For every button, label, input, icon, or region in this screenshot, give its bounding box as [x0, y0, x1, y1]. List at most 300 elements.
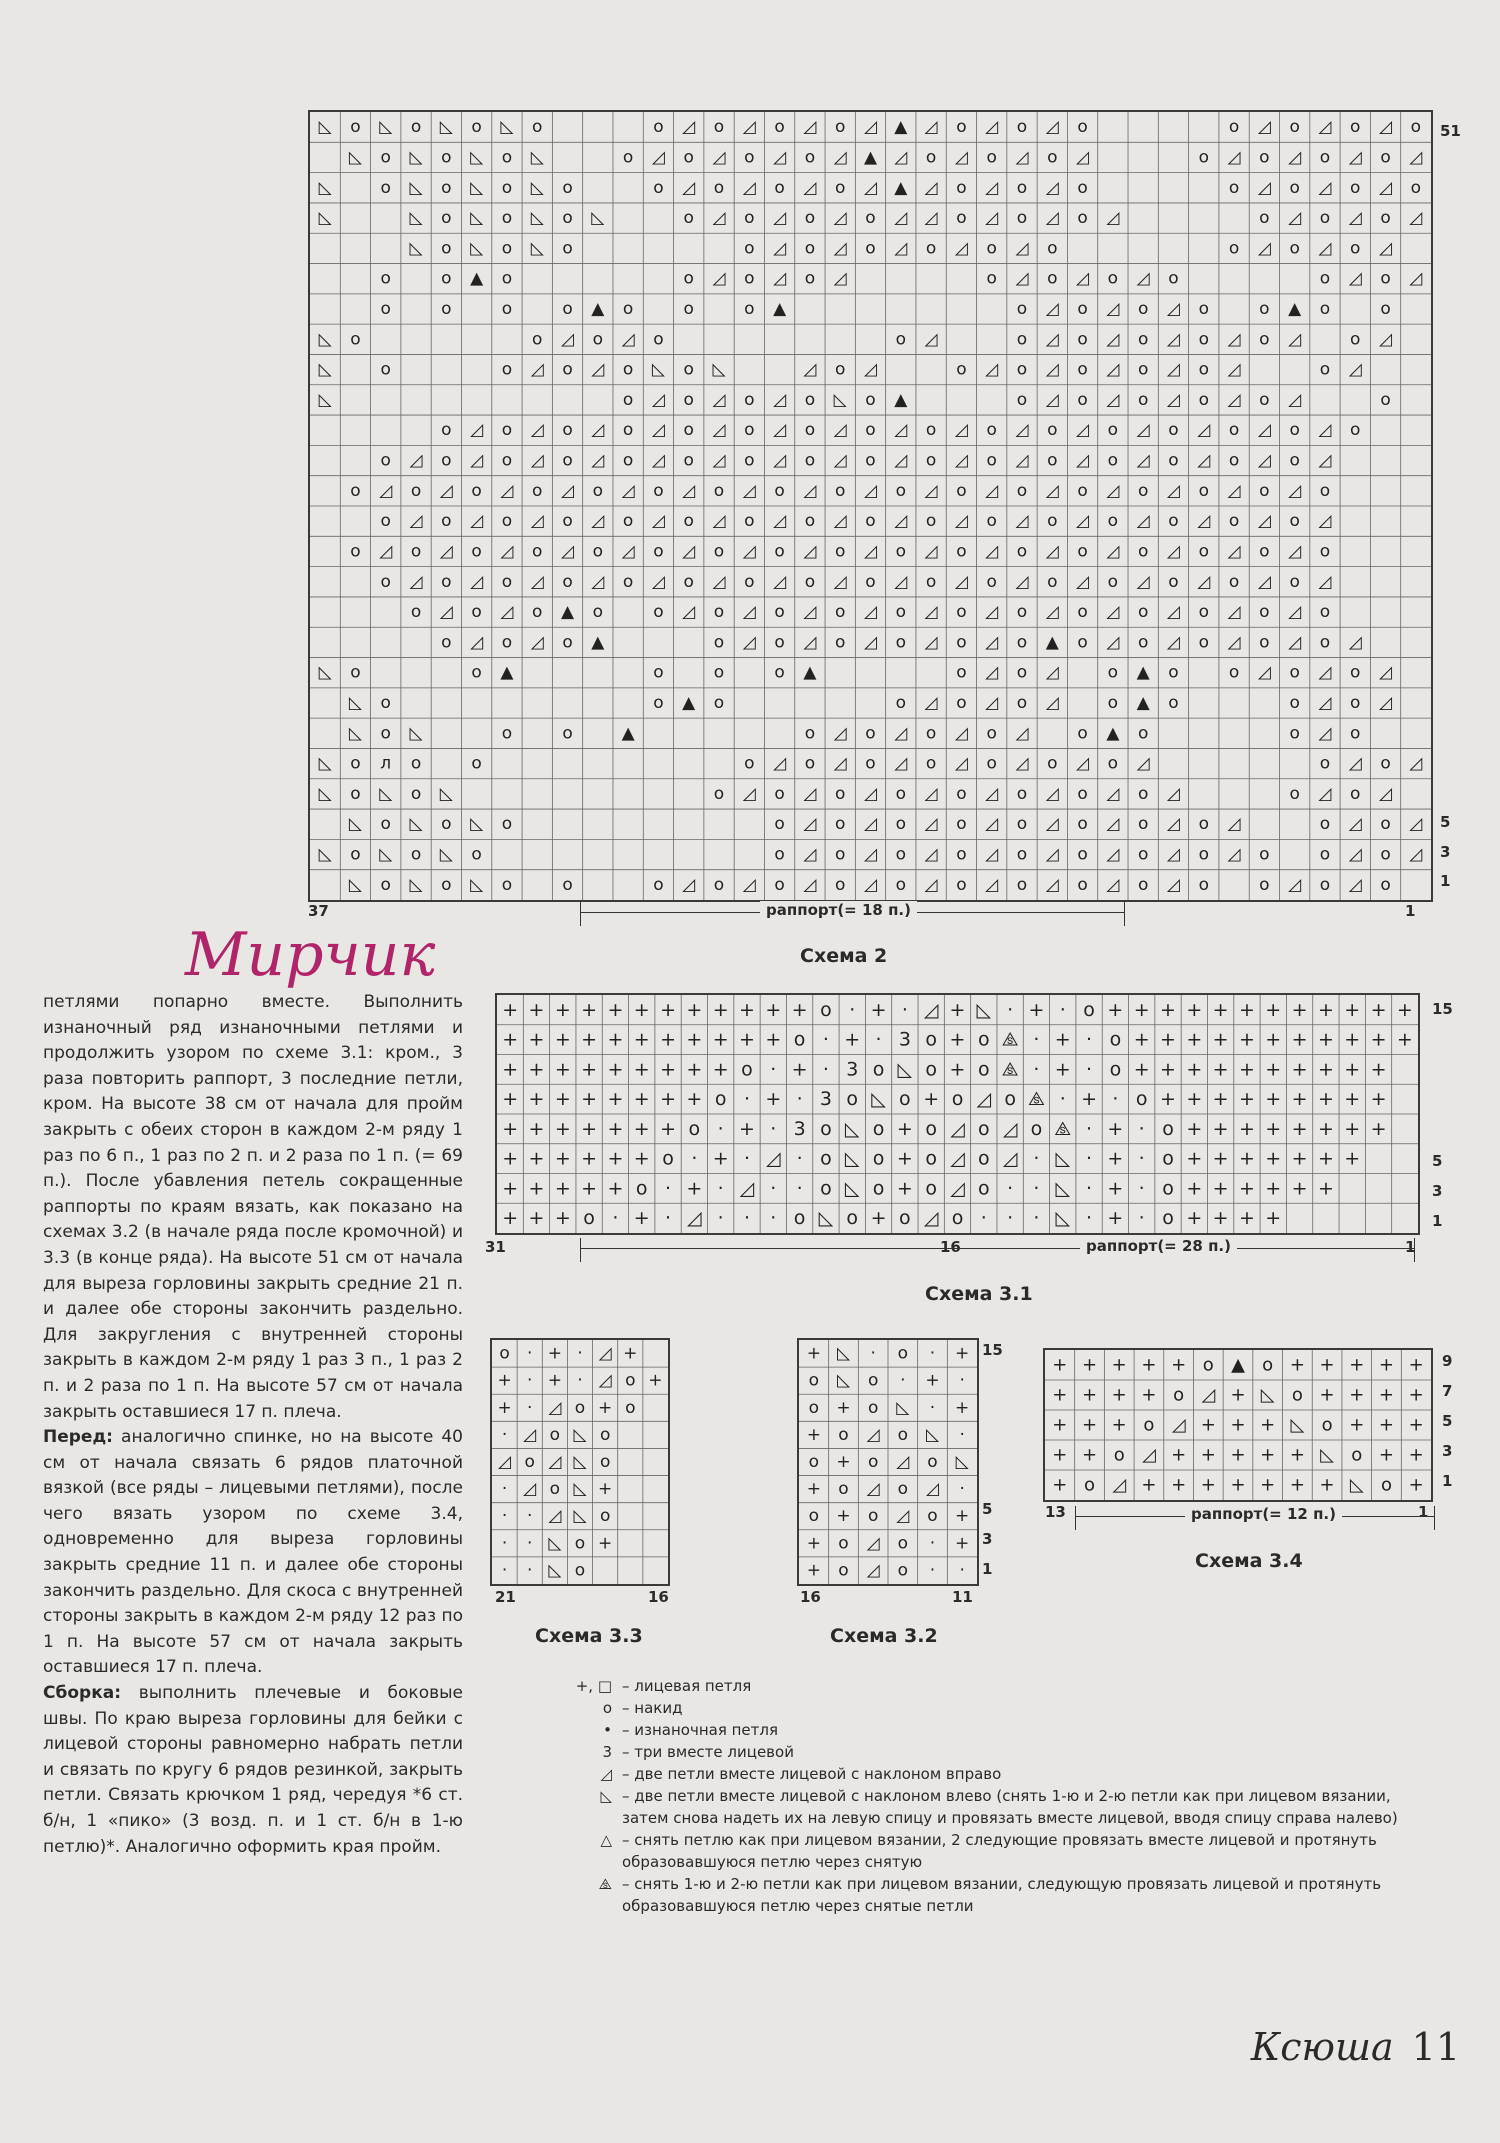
scheme31-symbol: ◿	[923, 998, 939, 1021]
scheme2-symbol: о	[986, 511, 997, 532]
scheme31-symbol: о	[793, 1207, 806, 1230]
scheme31-symbol: ·	[796, 1088, 803, 1111]
scheme2-symbol: ◿	[924, 177, 938, 198]
scheme2-symbol: ◿	[470, 511, 484, 532]
instructions-text	[43, 990, 463, 1860]
scheme2-symbol: о	[1137, 541, 1149, 562]
scheme2-symbol: о	[350, 117, 361, 138]
scheme2-symbol: ◿	[985, 632, 999, 653]
scheme2-symbol: о	[471, 480, 482, 501]
scheme31-symbol: +	[1370, 1058, 1387, 1081]
scheme2-symbol: о	[1198, 299, 1209, 319]
scheme2-symbol: о	[1047, 238, 1058, 259]
scheme31-symbol: о	[714, 1088, 727, 1111]
scheme34-symbol: о	[1380, 1474, 1392, 1496]
scheme2-symbol: о	[1319, 480, 1331, 501]
scheme2-symbol: о	[1137, 389, 1149, 410]
scheme2-symbol: ◺	[379, 783, 393, 804]
front-text: аналогично спинке, но на высоте 40 см от начала связать 6 рядов платочной вязкой (все ряды – лицевыми петлями), после чего вязать узором по схеме 3.4, одновременно для выреза горловины закрыть средние 11 п. и далее обе стороны закончить раздельно. Для скоса с внутренней стороны закрыть в каждом 2-м ряду 12 раз по 1 п. На высоте 57 см от начала закрыть оставшиеся 17 п. плеча.	[43, 1427, 463, 1678]
scheme2-symbol: о	[834, 632, 846, 653]
scheme33-symbol: +	[547, 1370, 562, 1391]
scheme2-symbol: о	[804, 268, 816, 289]
scheme2-symbol: о	[804, 208, 816, 229]
scheme31-symbol: +	[502, 1177, 519, 1200]
scheme34-col-right: 1	[1418, 1503, 1429, 1521]
scheme2-symbol: ◿	[470, 571, 484, 592]
scheme2-symbol: о	[501, 420, 513, 441]
scheme33-symbol: о	[625, 1397, 636, 1418]
scheme2-symbol: о	[532, 602, 543, 623]
scheme31-symbol: о	[925, 1117, 937, 1140]
scheme2-symbol: ◿	[1348, 147, 1362, 168]
legend-symbol: △	[600, 1831, 612, 1849]
scheme31-symbol: ·	[717, 1207, 724, 1230]
scheme33-svg	[492, 1340, 668, 1584]
scheme33-symbol: ◺	[548, 1560, 562, 1581]
scheme2-symbol: о	[410, 541, 422, 562]
scheme33-symbol: +	[623, 1343, 638, 1364]
scheme31-symbol: +	[765, 998, 782, 1021]
scheme2-symbol: ◿	[1136, 450, 1150, 471]
scheme2-symbol: ◺	[439, 844, 453, 865]
scheme2-symbol: ◿	[621, 329, 635, 350]
scheme31-symbol: +	[633, 998, 650, 1021]
scheme31-symbol: о	[820, 1117, 832, 1140]
scheme32-symbol: ·	[929, 1343, 936, 1364]
scheme31-symbol: ·	[1138, 1147, 1145, 1170]
scheme31-symbol: +	[923, 1088, 940, 1111]
scheme2-symbol: ◿	[1076, 450, 1090, 471]
scheme34-symbol: +	[1230, 1474, 1246, 1496]
scheme31-symbol: ◺	[818, 1207, 834, 1230]
scheme2-symbol: о	[1016, 208, 1028, 229]
scheme32-symbol: о	[927, 1506, 938, 1527]
scheme2-symbol: ◿	[1379, 117, 1393, 138]
scheme33-symbol: ◿	[548, 1506, 562, 1527]
scheme2-symbol: о	[956, 632, 967, 653]
scheme2-symbol: ▲	[591, 632, 605, 653]
scheme31-symbol: ·	[1033, 1207, 1040, 1230]
scheme31-symbol: ◺	[871, 1088, 886, 1111]
scheme33-symbol: ◿	[548, 1397, 562, 1418]
scheme31-symbol: +	[1396, 1028, 1413, 1051]
scheme2-symbol: ◿	[1318, 571, 1332, 592]
scheme2-symbol: о	[1198, 480, 1209, 501]
scheme2-symbol: о	[380, 268, 391, 289]
scheme31-symbol: ·	[980, 1207, 987, 1230]
scheme32-symbol: ◺	[955, 1452, 969, 1472]
scheme2-symbol: о	[592, 541, 604, 562]
scheme2-symbol: о	[986, 450, 997, 471]
scheme2-symbol: о	[986, 723, 997, 744]
scheme33-symbol: ·	[527, 1533, 533, 1554]
scheme31-symbol: +	[1238, 1088, 1255, 1111]
scheme31-symbol: ·	[743, 1088, 751, 1111]
scheme2-symbol: о	[956, 117, 967, 138]
scheme31-symbol: ·	[717, 1117, 724, 1140]
scheme2-symbol: о	[441, 268, 452, 289]
scheme2-symbol: ◿	[1045, 844, 1059, 865]
scheme34-symbol: о	[1351, 1444, 1363, 1466]
scheme2-symbol: о	[1380, 814, 1391, 835]
scheme2-symbol: ◿	[470, 450, 484, 471]
scheme2-symbol: о	[380, 874, 391, 895]
scheme31-symbol: +	[791, 1058, 808, 1081]
scheme31-symbol: ·	[1086, 1207, 1093, 1230]
scheme31-symbol: ◺	[844, 1177, 860, 1200]
scheme31-symbol: +	[1344, 1058, 1361, 1081]
legend-symbol: о	[602, 1699, 612, 1717]
scheme31-symbol: о	[820, 1147, 832, 1170]
scheme2-symbol: о	[1137, 844, 1149, 865]
scheme2-symbol: о	[804, 450, 816, 471]
scheme31-symbol: ·	[770, 1177, 777, 1200]
scheme2-symbol: ◿	[1288, 541, 1302, 562]
scheme31-symbol: +	[607, 1088, 624, 1111]
scheme2-symbol: о	[1259, 602, 1270, 623]
scheme32-symbol: ◿	[866, 1479, 880, 1500]
scheme2-symbol: о	[1016, 177, 1028, 198]
scheme2-symbol: о	[774, 177, 785, 198]
scheme31-symbol: +	[686, 1177, 703, 1200]
scheme2-symbol: ◿	[1136, 571, 1150, 592]
scheme34-repeat-label: раппорт(= 12 п.)	[1185, 1505, 1342, 1523]
scheme31-symbol: ◺	[897, 1058, 913, 1081]
scheme2-symbol: о	[774, 632, 785, 653]
scheme2-symbol: ◿	[954, 511, 968, 532]
scheme2-symbol: ◿	[742, 874, 756, 895]
scheme2-symbol: о	[1289, 177, 1300, 198]
scheme2-symbol: ◿	[1015, 147, 1029, 168]
scheme2-grid	[308, 110, 1433, 902]
scheme31-symbol: +	[1317, 1147, 1334, 1170]
scheme32-symbol: о	[867, 1452, 879, 1472]
scheme31-symbol: о	[925, 1147, 937, 1170]
scheme2-symbol: о	[622, 389, 634, 410]
scheme2-symbol: ◿	[1318, 177, 1332, 198]
scheme2-symbol: о	[1198, 632, 1209, 653]
scheme34-symbol: +	[1319, 1354, 1335, 1376]
scheme2-symbol: ◿	[833, 268, 847, 289]
scheme34-symbol: +	[1230, 1414, 1246, 1436]
scheme2-symbol: о	[653, 874, 664, 895]
scheme2-symbol: о	[622, 420, 634, 441]
scheme31-symbol: ·	[1033, 1028, 1040, 1051]
scheme2-symbol: ◺	[833, 389, 847, 410]
scheme31-symbol: ◿	[976, 1088, 992, 1111]
legend-text: – снять 1-ю и 2-ю петли как при лицевом вязании, следующую провязать лицевой и протянуть образовавшуюся петлю через снятые петли	[622, 1875, 1382, 1915]
scheme2-symbol: ◿	[1318, 238, 1332, 259]
scheme31-symbol: ⧌	[1027, 1088, 1045, 1111]
scheme2-symbol: о	[501, 238, 513, 259]
scheme2-symbol: о	[713, 874, 725, 895]
scheme2-symbol: о	[471, 662, 482, 683]
scheme2-symbol: ◿	[985, 480, 999, 501]
scheme2-symbol: ◿	[409, 511, 423, 532]
scheme2-symbol: ◿	[1379, 177, 1393, 198]
scheme2-symbol: о	[1410, 177, 1422, 198]
scheme31-symbol: ◿	[765, 1147, 781, 1170]
scheme2-symbol: ◿	[1166, 359, 1181, 380]
scheme34-symbol: +	[1319, 1474, 1335, 1496]
legend-text: – изнаночная петля	[622, 1721, 779, 1739]
scheme2-symbol: ◿	[682, 874, 696, 895]
scheme2-symbol: о	[804, 147, 816, 168]
scheme2-symbol: ◿	[863, 177, 878, 198]
scheme32-symbol: ·	[870, 1343, 876, 1364]
scheme2-repeat-label: раппорт(= 18 п.)	[760, 901, 917, 919]
scheme32-symbol: ◿	[896, 1506, 910, 1527]
scheme2-symbol: о	[350, 783, 361, 804]
scheme34-symbol: +	[1260, 1414, 1276, 1436]
legend-row	[540, 1697, 1440, 1719]
scheme2-symbol: о	[713, 117, 725, 138]
scheme2-symbol: о	[1228, 662, 1240, 683]
scheme32-symbol: о	[838, 1560, 849, 1581]
scheme2-symbol: ◿	[470, 420, 484, 441]
scheme32-symbol: +	[806, 1479, 821, 1500]
scheme2-symbol: о	[956, 662, 967, 683]
scheme2-symbol: о	[713, 541, 725, 562]
scheme2-symbol: ◿	[1318, 662, 1332, 683]
scheme34-symbol: +	[1289, 1444, 1305, 1466]
scheme34-symbol: +	[1111, 1384, 1127, 1406]
scheme34-symbol: +	[1200, 1474, 1216, 1496]
scheme2-symbol: о	[834, 359, 846, 380]
scheme33-symbol: ◿	[598, 1370, 612, 1391]
scheme34-symbol: ◺	[1290, 1414, 1305, 1436]
scheme2-symbol: ◺	[318, 117, 332, 138]
scheme2-symbol: о	[865, 208, 876, 229]
scheme2-symbol: о	[410, 602, 422, 623]
scheme31-symbol: +	[554, 1147, 571, 1170]
scheme2-symbol: о	[532, 329, 543, 350]
scheme31-symbol: +	[1370, 1088, 1387, 1111]
scheme2-symbol: о	[501, 208, 513, 229]
scheme2-symbol: о	[441, 814, 452, 835]
scheme2-symbol: о	[653, 541, 664, 562]
scheme31-symbol: +	[1317, 1177, 1334, 1200]
scheme31-symbol: +	[528, 1058, 545, 1081]
scheme31-symbol: +	[554, 1088, 571, 1111]
scheme34-symbol: +	[1141, 1354, 1157, 1376]
scheme2-symbol: ◿	[773, 450, 787, 471]
scheme2-symbol: о	[1077, 541, 1088, 562]
scheme31-symbol: +	[1265, 1058, 1282, 1081]
scheme2-symbol: ◿	[1227, 602, 1241, 623]
scheme2-symbol: ◿	[651, 147, 665, 168]
scheme2-symbol: ◿	[985, 844, 999, 865]
scheme31-symbol: ·	[1086, 1177, 1093, 1200]
scheme31-symbol: +	[1291, 998, 1308, 1021]
scheme2-symbol: ◿	[1106, 632, 1120, 653]
scheme2-symbol: ◿	[894, 208, 908, 229]
scheme2-symbol: о	[562, 874, 573, 895]
scheme2-symbol: ◿	[591, 359, 605, 380]
scheme31-symbol: +	[1212, 1207, 1229, 1230]
scheme2-symbol: ◿	[379, 541, 393, 562]
scheme2-symbol: о	[1228, 511, 1240, 532]
scheme31-symbol: ·	[822, 1058, 829, 1081]
scheme31-symbol: +	[660, 1058, 677, 1081]
scheme31-symbol: +	[1186, 1117, 1203, 1140]
scheme32-symbol: о	[867, 1397, 879, 1418]
scheme31-symbol: +	[581, 1088, 598, 1111]
scheme2-symbol: ◿	[985, 117, 999, 138]
scheme31-symbol: ·	[796, 1177, 803, 1200]
scheme2-symbol: о	[1107, 753, 1119, 774]
scheme31-symbol: о	[899, 1207, 911, 1230]
scheme2-symbol: ◿	[651, 571, 665, 592]
scheme2-symbol: о	[1016, 632, 1028, 653]
scheme2-symbol: о	[1350, 420, 1361, 441]
scheme2-symbol: о	[1228, 450, 1240, 471]
scheme2-symbol: о	[1350, 238, 1361, 259]
scheme2-symbol: о	[1319, 602, 1331, 623]
scheme31-symbol: о	[583, 1207, 595, 1230]
scheme2-symbol: о	[1289, 450, 1300, 471]
scheme32-symbol: +	[955, 1506, 970, 1527]
scheme2-symbol: о	[653, 662, 664, 683]
scheme2-symbol: о	[1016, 844, 1028, 865]
scheme31-symbol: +	[660, 1028, 677, 1051]
scheme34-symbol: +	[1408, 1474, 1424, 1496]
scheme2-symbol: о	[1077, 602, 1088, 623]
scheme31-symbol: +	[1265, 1088, 1282, 1111]
scheme2-symbol: ◺	[712, 359, 726, 380]
scheme31-row-3: 3	[1432, 1182, 1443, 1200]
scheme2-symbol: о	[956, 844, 967, 865]
scheme31-symbol: +	[1028, 998, 1045, 1021]
scheme2-symbol: о	[986, 268, 997, 289]
scheme32-symbol: ◺	[836, 1370, 851, 1391]
scheme2-symbol: ◿	[560, 541, 575, 562]
scheme2-symbol: о	[441, 147, 452, 168]
scheme2-symbol: ◿	[1379, 238, 1393, 259]
scheme2-symbol: ◿	[1318, 723, 1332, 744]
legend-text: – снять петлю как при лицевом вязании, 2 следующие провязать вместе лицевой и протянуть образовавшуюся петлю через снятую	[622, 1831, 1377, 1871]
scheme2-symbol: ◿	[863, 632, 878, 653]
scheme31-symbol: +	[1317, 1088, 1334, 1111]
scheme31-symbol: ·	[1086, 1117, 1093, 1140]
scheme33-symbol: ◺	[573, 1506, 587, 1527]
legend-row	[540, 1829, 1440, 1873]
scheme31-symbol: +	[660, 1088, 677, 1111]
scheme2-symbol: о	[1107, 268, 1119, 289]
scheme2-symbol: ◺	[470, 814, 484, 835]
scheme2-symbol: о	[1289, 662, 1300, 683]
scheme34-symbol: +	[1081, 1444, 1098, 1466]
scheme34-repeat-bar	[1075, 1506, 1435, 1530]
scheme2-symbol: ◿	[712, 571, 726, 592]
scheme34-symbol: +	[1289, 1474, 1305, 1496]
scheme2-symbol: о	[471, 117, 482, 138]
scheme2-symbol: о	[1016, 329, 1028, 350]
scheme2-symbol: о	[1319, 814, 1331, 835]
scheme2-svg	[310, 112, 1431, 900]
scheme2-symbol: о	[895, 541, 907, 562]
scheme2-symbol: о	[562, 238, 573, 259]
scheme2-symbol: ◿	[1288, 389, 1302, 410]
scheme2-symbol: ◿	[1379, 693, 1393, 713]
scheme31-symbol: о	[1030, 1117, 1043, 1140]
scheme2-symbol: ◿	[1348, 753, 1362, 774]
scheme2-symbol: ◺	[591, 208, 605, 229]
scheme2-symbol: о	[1319, 753, 1331, 774]
scheme2-symbol: ◿	[985, 783, 999, 804]
scheme32-symbol: ·	[929, 1560, 936, 1581]
scheme31-symbol: +	[1186, 1058, 1203, 1081]
scheme31-symbol: +	[1317, 1058, 1334, 1081]
scheme31-symbol: +	[581, 998, 598, 1021]
scheme33-symbol: ·	[501, 1479, 508, 1500]
scheme2-symbol: о	[774, 602, 785, 623]
scheme2-symbol: о	[895, 632, 907, 653]
scheme31-symbol: +	[712, 1147, 729, 1170]
scheme2-symbol: о	[1380, 147, 1391, 168]
scheme2-symbol: ◺	[318, 389, 332, 410]
scheme2-symbol: о	[683, 147, 694, 168]
scheme2-symbol: о	[925, 753, 937, 774]
scheme2-symbol: о	[1228, 420, 1240, 441]
scheme2-symbol: ◿	[1015, 420, 1029, 441]
scheme31-symbol: ⧌	[1001, 1028, 1019, 1051]
scheme2-symbol: о	[865, 723, 876, 744]
scheme2-symbol: о	[1198, 329, 1209, 350]
scheme2-symbol: о	[1350, 329, 1361, 350]
scheme31-symbol: +	[554, 1028, 571, 1051]
scheme2-symbol: ◿	[1166, 602, 1181, 623]
scheme31-symbol: +	[633, 1117, 650, 1140]
scheme2-symbol: о	[683, 299, 694, 319]
scheme2-symbol: о	[834, 480, 846, 501]
scheme2-symbol: о	[1198, 602, 1209, 623]
scheme31-symbol: ◿	[687, 1207, 702, 1230]
scheme31-symbol: +	[581, 1177, 598, 1200]
scheme2-symbol: ◿	[1197, 420, 1211, 441]
scheme2-symbol: о	[895, 329, 907, 350]
scheme31-col-right: 1	[1405, 1238, 1416, 1256]
scheme2-symbol: ◿	[833, 511, 847, 532]
scheme2-symbol: ◿	[439, 602, 453, 623]
scheme31-symbol: +	[633, 1088, 650, 1111]
scheme2-symbol: о	[441, 571, 452, 592]
scheme31-symbol: +	[1344, 1147, 1361, 1170]
scheme2-symbol: ◿	[1015, 268, 1029, 289]
scheme2-symbol: о	[501, 723, 513, 744]
scheme2-symbol: о	[895, 814, 907, 835]
scheme2-symbol: ◿	[1045, 541, 1059, 562]
scheme31-symbol: +	[554, 1117, 571, 1140]
scheme2-symbol: о	[986, 753, 997, 774]
scheme2-symbol: ◿	[1045, 783, 1059, 804]
scheme2-symbol: ◿	[894, 753, 908, 774]
scheme2-symbol: о	[1137, 723, 1149, 744]
scheme2-symbol: о	[1198, 874, 1209, 895]
scheme2-symbol: ◿	[863, 814, 878, 835]
scheme2-symbol: о	[956, 602, 967, 623]
scheme31-symbol: +	[1344, 998, 1361, 1021]
scheme2-symbol: ◿	[1106, 602, 1120, 623]
legend-text: – три вместе лицевой	[622, 1743, 794, 1761]
scheme2-caption: Схема 2	[800, 945, 888, 967]
scheme2-symbol: о	[1047, 450, 1058, 471]
scheme2-symbol: о	[956, 177, 967, 198]
scheme32-symbol: ◿	[866, 1560, 880, 1581]
scheme2-symbol: ◿	[985, 177, 999, 198]
scheme31-symbol: +	[1186, 998, 1203, 1021]
scheme2-symbol: о	[713, 602, 725, 623]
